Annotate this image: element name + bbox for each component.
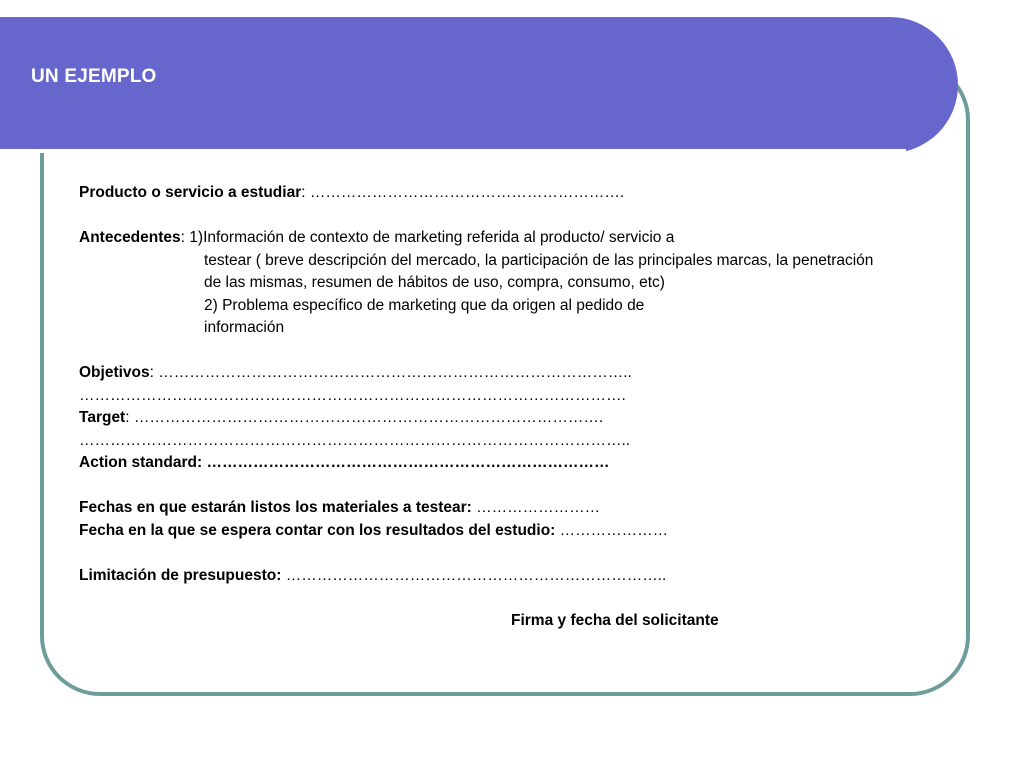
- action-standard-row: [79, 452, 959, 475]
- target-label: Target: [79, 409, 126, 426]
- antecedentes-label: Antecedentes: [79, 229, 181, 246]
- fecha-resultados-row: [79, 520, 959, 543]
- producto-row: [79, 182, 959, 205]
- target-value: : ……………………………………………………………………………….: [125, 409, 604, 426]
- producto-value: : …………………………………………………….: [301, 184, 625, 201]
- producto-label: Producto o servicio a estudiar: [79, 184, 302, 201]
- antecedentes-line-2: testear ( breve descripción del mercado, la participación de las principales marcas, la penetración: [204, 251, 874, 269]
- fecha-resultados-label: Fecha en la que se espera contar con los resultados del estudio:: [79, 521, 556, 539]
- fechas-materiales-label: Fechas en que estarán listos los materiales a testear:: [79, 499, 472, 516]
- objetivos-continuation: …………………………………………………………………………………………….: [79, 386, 626, 404]
- target-row: [79, 407, 959, 430]
- target-continuation: ……………………………………………………………………………………………..: [79, 431, 631, 449]
- presupuesto-value: ………………………………………………………………..: [281, 566, 667, 584]
- antecedentes-line-4: 2) Problema específico de marketing que da origen al pedido de: [204, 296, 645, 314]
- antecedentes-row: Antecedentes: 1)Información de contexto de marketing referida al producto/ servicio a: [79, 229, 675, 246]
- slide-title: UN EJEMPLO: [31, 66, 157, 87]
- fechas-materiales-row: [79, 497, 959, 520]
- antecedentes-line-1: 1)Información de contexto de marketing referida al producto/ servicio a: [189, 229, 675, 246]
- action-standard-label: Action standard: ……………………………………………………………………: [79, 454, 610, 471]
- objetivos-label: Objetivos: [79, 364, 150, 381]
- objetivos-value: : ………………………………………………………………………………..: [149, 364, 632, 381]
- form-body: [79, 182, 959, 632]
- title-underline: [0, 149, 906, 153]
- fechas-materiales-value: ……………………: [471, 499, 601, 516]
- antecedentes-line-3: de las mismas, resumen de hábitos de uso, compra, consumo, etc): [204, 274, 665, 291]
- objetivos-row: [79, 362, 959, 385]
- fecha-resultados-value: …………………: [555, 521, 669, 539]
- firma-label: Firma y fecha del solicitante: [511, 611, 719, 629]
- presupuesto-row: [79, 565, 959, 588]
- presupuesto-label: Limitación de presupuesto:: [79, 566, 282, 584]
- antecedentes-line-5: información: [204, 319, 285, 336]
